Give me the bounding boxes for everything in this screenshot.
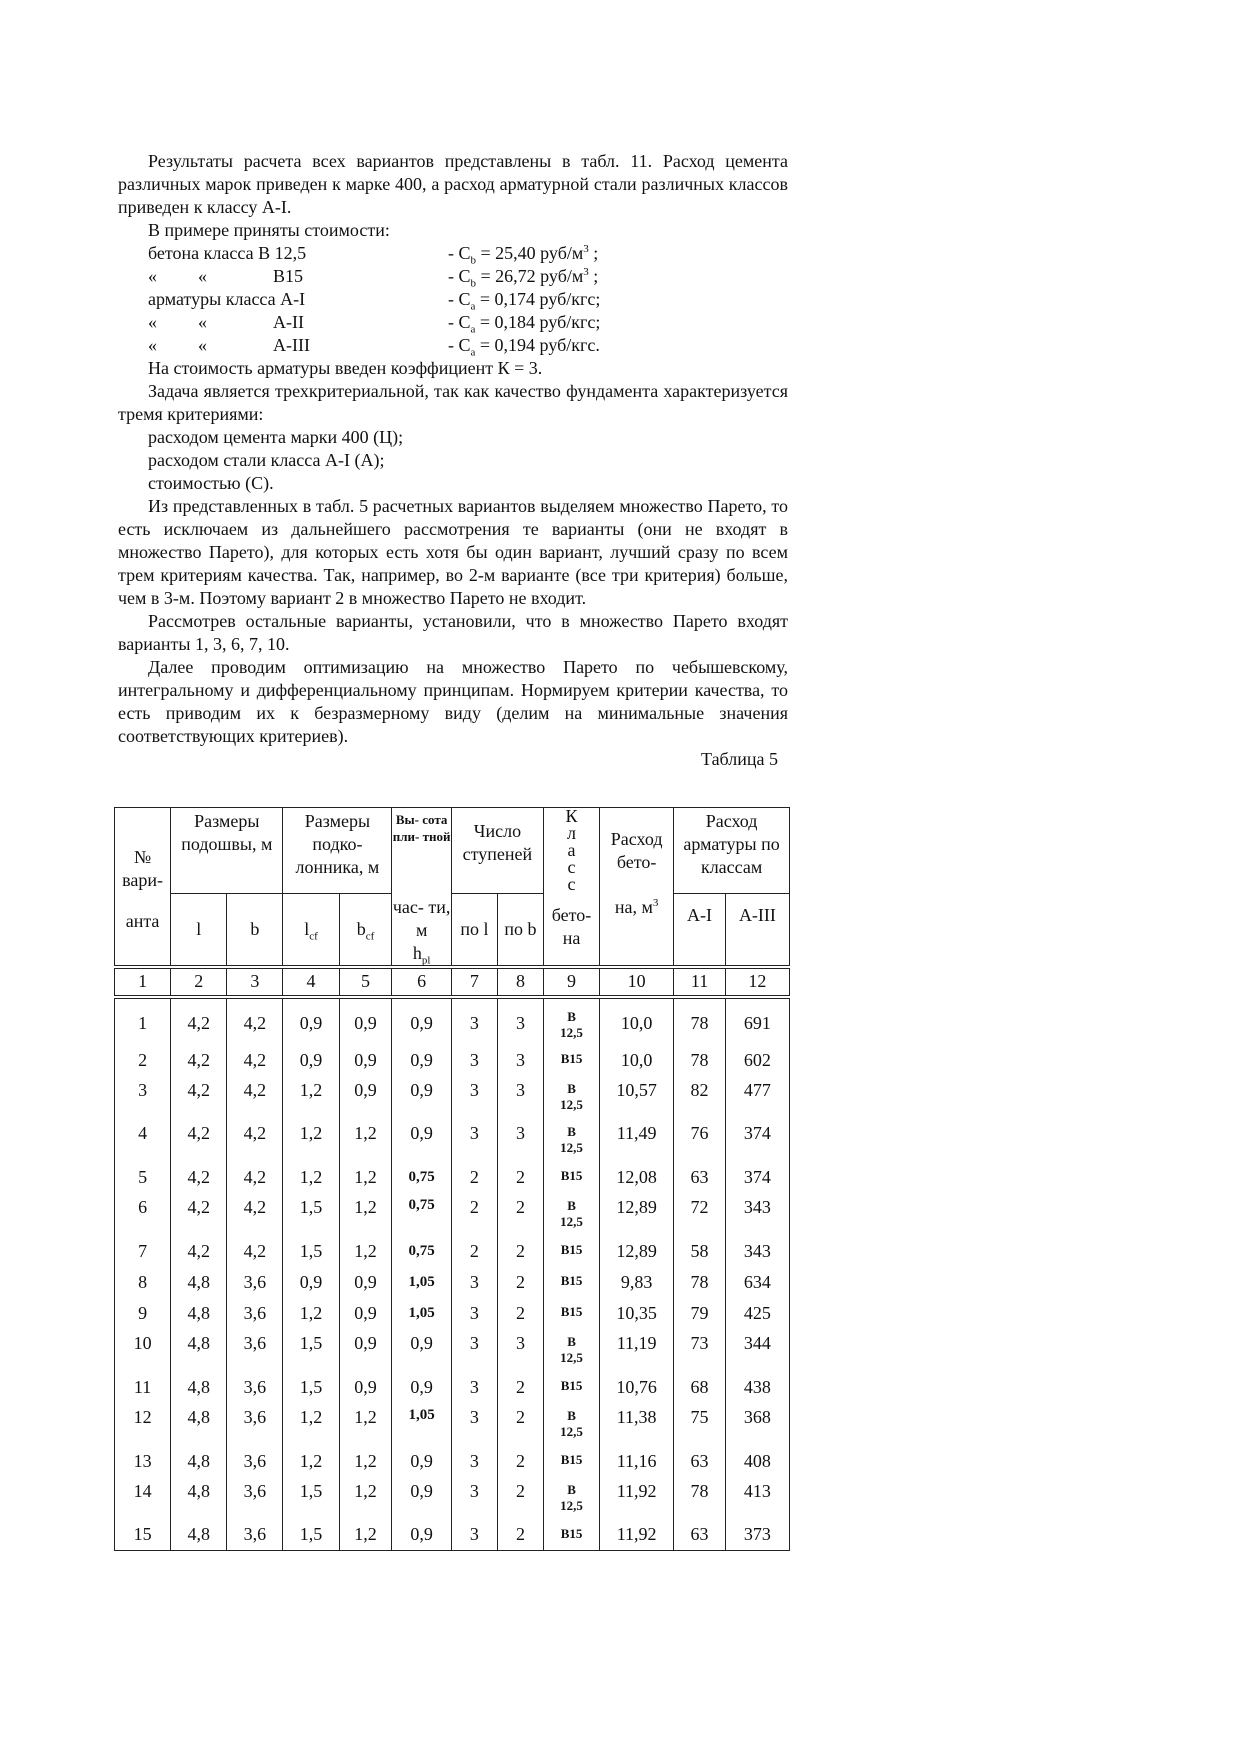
cell-lcf: 1,5 — [283, 1520, 339, 1551]
cost-value: - $C_a = 0,174$ руб/кгс; — [448, 289, 601, 313]
header-b — [227, 894, 283, 967]
cell-lcf: 1,5 — [283, 1193, 339, 1236]
cell-bcf: 1,2 — [339, 1477, 392, 1520]
header-steps-b: по b — [497, 894, 543, 967]
cell-hpl: 1,05 — [392, 1298, 452, 1329]
cell-bcf: 1,2 — [339, 1236, 392, 1267]
cell-sl: 3 — [451, 1267, 497, 1298]
header-bcf-sub: cf — [365, 930, 375, 943]
cell-bcf: 1,2 — [339, 1193, 392, 1236]
header-hpl — [392, 942, 451, 965]
cell-v: 11,92 — [600, 1520, 674, 1551]
cell-bcf: 1,2 — [339, 1403, 392, 1446]
cell-hpl: 1,05 — [392, 1267, 452, 1298]
cell-a3: 438 — [725, 1372, 789, 1403]
cost-ditto: « — [198, 266, 207, 286]
header-bcf — [339, 894, 392, 967]
cell-sl: 2 — [451, 1193, 497, 1236]
cell-b: 3,6 — [227, 1298, 283, 1329]
column-number: 12 — [725, 967, 789, 997]
cell-n: 12 — [115, 1403, 171, 1446]
cell-n: 15 — [115, 1520, 171, 1551]
header-lcf — [283, 894, 339, 967]
cell-cls: В 12,5 — [543, 1119, 599, 1162]
cost-value: - $C_a = 0,194$ руб/кгс. — [448, 335, 600, 359]
cost-value: - $C_a = 0,184$ руб/кгс; — [448, 312, 601, 336]
table-row — [115, 1477, 790, 1520]
cost-class: А-II — [273, 312, 304, 332]
cell-l: 4,2 — [171, 1119, 227, 1162]
header-column-size: Размеры подко- лонника, м — [283, 808, 392, 894]
cell-sl: 3 — [451, 1520, 497, 1551]
cell-cls: В 12,5 — [543, 1477, 599, 1520]
criterion-cement: расходом цемента марки 400 (Ц); — [148, 427, 404, 447]
cell-b: 4,2 — [227, 1236, 283, 1267]
cell-lcf: 1,5 — [283, 1236, 339, 1267]
cell-cls: В15 — [543, 1298, 599, 1329]
cell-cls: В 12,5 — [543, 997, 599, 1045]
column-number: 4 — [283, 967, 339, 997]
cell-sl: 3 — [451, 1372, 497, 1403]
table-row — [115, 1045, 790, 1076]
cell-b: 4,2 — [227, 997, 283, 1045]
column-number: 6 — [392, 967, 452, 997]
cell-cls: В 12,5 — [543, 1193, 599, 1236]
cell-a3: 408 — [725, 1446, 789, 1477]
cell-hpl: 1,05 — [392, 1403, 452, 1446]
header-variant-no-top: № вари- — [122, 846, 164, 890]
cell-cls: В15 — [543, 1045, 599, 1076]
cell-sb: 2 — [497, 1236, 543, 1267]
cell-sb: 3 — [497, 1119, 543, 1162]
cell-a3: 343 — [725, 1236, 789, 1267]
header-steps-l: по l — [451, 894, 497, 967]
cell-l: 4,2 — [171, 1193, 227, 1236]
table-row — [115, 997, 790, 1045]
cell-cls: В15 — [543, 1372, 599, 1403]
cell-cls: В 12,5 — [543, 1329, 599, 1372]
cell-bcf: 1,2 — [339, 1446, 392, 1477]
header-lcf-text: l — [304, 918, 310, 939]
cell-v: 12,89 — [600, 1193, 674, 1236]
header-plate-height-unit: час- ти, м — [392, 896, 451, 940]
cell-b: 4,2 — [227, 1119, 283, 1162]
cell-n: 8 — [115, 1267, 171, 1298]
cell-bcf: 0,9 — [339, 1045, 392, 1076]
cell-sl: 3 — [451, 1446, 497, 1477]
cell-n: 14 — [115, 1477, 171, 1520]
cell-lcf: 1,5 — [283, 1372, 339, 1403]
cell-n: 11 — [115, 1372, 171, 1403]
paragraph-pareto-result: Рассмотрев остальные варианты, установили, что в множество Парето входят варианты 1, 3, 6, 7, 10. — [118, 611, 788, 654]
cell-hpl: 0,9 — [392, 1045, 452, 1076]
cell-cls: В15 — [543, 1520, 599, 1551]
cell-l: 4,8 — [171, 1329, 227, 1372]
column-number: 8 — [497, 967, 543, 997]
table-row — [115, 1193, 790, 1236]
cell-a1: 78 — [674, 1045, 726, 1076]
cell-v: 11,19 — [600, 1329, 674, 1372]
cell-a3: 368 — [725, 1403, 789, 1446]
cell-b: 3,6 — [227, 1329, 283, 1372]
header-a3: А-III — [725, 894, 789, 967]
column-number: 1 — [115, 967, 171, 997]
table-body — [115, 997, 790, 1551]
cell-sl: 2 — [451, 1236, 497, 1267]
cell-lcf: 1,2 — [283, 1076, 339, 1119]
variants-table — [114, 807, 790, 1551]
cell-bcf: 0,9 — [339, 997, 392, 1045]
cell-l: 4,8 — [171, 1403, 227, 1446]
cell-a1: 63 — [674, 1446, 726, 1477]
cost-ditto: « — [198, 312, 207, 332]
cell-lcf: 1,2 — [283, 1162, 339, 1193]
paragraph-coefficient: На стоимость арматуры введен коэффициент К = 3. — [148, 358, 543, 378]
cell-sl: 3 — [451, 1329, 497, 1372]
cell-sl: 3 — [451, 1298, 497, 1329]
cell-v: 12,08 — [600, 1162, 674, 1193]
header-l-text: l — [196, 918, 202, 939]
table-row — [115, 1372, 790, 1403]
cell-l: 4,8 — [171, 1372, 227, 1403]
cell-bcf: 0,9 — [339, 1329, 392, 1372]
cell-a1: 75 — [674, 1403, 726, 1446]
cell-sb: 3 — [497, 1329, 543, 1372]
header-variant-no-bottom: анта — [125, 910, 160, 931]
paragraph-optimization: Далее проводим оптимизацию на множество Парето по чебышевскому, интегральному и дифференциальному принципам. Нормируем критерии качества, то есть приводим их к безразмерному виду (делим на минимальные значения соответствующих критериев). — [118, 657, 788, 746]
cell-sl: 3 — [451, 1119, 497, 1162]
criterion-steel: расходом стали класса А-I (А); — [148, 450, 385, 470]
cell-cls: В 12,5 — [543, 1403, 599, 1446]
cost-line — [118, 288, 788, 311]
cell-l: 4,2 — [171, 997, 227, 1045]
cell-cls: В15 — [543, 1162, 599, 1193]
cell-b: 3,6 — [227, 1403, 283, 1446]
cost-label: бетона класса В 12,5 — [148, 243, 307, 263]
cell-a3: 343 — [725, 1193, 789, 1236]
cost-ditto: « — [198, 335, 207, 355]
cell-b: 4,2 — [227, 1076, 283, 1119]
cell-hpl: 0,9 — [392, 1372, 452, 1403]
cell-hpl: 0,9 — [392, 1119, 452, 1162]
cell-lcf: 0,9 — [283, 1267, 339, 1298]
cell-sl: 3 — [451, 1076, 497, 1119]
cell-a1: 72 — [674, 1193, 726, 1236]
column-number: 3 — [227, 967, 283, 997]
cell-l: 4,8 — [171, 1298, 227, 1329]
cell-n: 2 — [115, 1045, 171, 1076]
cell-l: 4,2 — [171, 1162, 227, 1193]
table-caption: Таблица 5 — [701, 749, 778, 769]
cell-sb: 2 — [497, 1372, 543, 1403]
paragraph-pareto: Из представленных в табл. 5 расчетных вариантов выделяем множество Парето, то есть исключаем из дальнейшего рассмотрения те варианты (они не входят в множество Парето), для которых есть хотя бы один вариант, лучший сразу по всем трем критериям качества. Так, например, во 2-м варианте (все три критерия) больше, чем в 3-м. Поэтому вариант 2 в множество Парето не входит. — [118, 496, 788, 608]
cell-v: 10,0 — [600, 1045, 674, 1076]
cell-hpl: 0,9 — [392, 1520, 452, 1551]
cell-n: 13 — [115, 1446, 171, 1477]
cell-cls: В15 — [543, 1236, 599, 1267]
header-bcf-text: b — [356, 918, 366, 939]
table-row — [115, 1076, 790, 1119]
header-concrete-bottom — [600, 894, 674, 967]
cell-a1: 78 — [674, 997, 726, 1045]
header-plate-height-bottom — [392, 894, 452, 967]
cell-v: 10,76 — [600, 1372, 674, 1403]
cell-b: 3,6 — [227, 1477, 283, 1520]
cell-n: 10 — [115, 1329, 171, 1372]
cell-cls: В15 — [543, 1446, 599, 1477]
table-row — [115, 1329, 790, 1372]
cell-b: 3,6 — [227, 1520, 283, 1551]
cell-l: 4,8 — [171, 1477, 227, 1520]
cell-bcf: 1,2 — [339, 1119, 392, 1162]
header-reinforcement: Расход арматуры по классам — [674, 808, 790, 894]
cell-lcf: 1,5 — [283, 1329, 339, 1372]
cell-sl: 3 — [451, 1045, 497, 1076]
cell-hpl: 0,9 — [392, 1477, 452, 1520]
cell-bcf: 0,9 — [339, 1076, 392, 1119]
paragraph-criteria: Задача является трехкритериальной, так как качество фундамента характеризуется тремя критериями: — [118, 381, 788, 424]
header-class-top: К л а с с — [543, 808, 599, 894]
cell-bcf: 0,9 — [339, 1372, 392, 1403]
header-steps: Число ступеней — [451, 808, 543, 894]
cell-a1: 73 — [674, 1329, 726, 1372]
cell-sl: 3 — [451, 997, 497, 1045]
cell-a1: 78 — [674, 1267, 726, 1298]
cell-sl: 2 — [451, 1162, 497, 1193]
cell-hpl: 0,9 — [392, 1329, 452, 1372]
column-number: 7 — [451, 967, 497, 997]
cell-a1: 63 — [674, 1162, 726, 1193]
cell-a3: 634 — [725, 1267, 789, 1298]
cell-l: 4,8 — [171, 1520, 227, 1551]
cell-a3: 374 — [725, 1162, 789, 1193]
header-l — [171, 894, 227, 967]
header-concrete-unit: на, м — [614, 896, 653, 917]
cost-line — [118, 242, 788, 265]
header-hpl-symbol: h — [412, 942, 422, 963]
cell-lcf: 1,2 — [283, 1119, 339, 1162]
cell-v: 10,35 — [600, 1298, 674, 1329]
cell-sb: 3 — [497, 997, 543, 1045]
cell-v: 9,83 — [600, 1267, 674, 1298]
cost-list — [118, 242, 788, 357]
table-row — [115, 1298, 790, 1329]
cell-v: 10,0 — [600, 997, 674, 1045]
cell-hpl: 0,75 — [392, 1236, 452, 1267]
cell-lcf: 0,9 — [283, 997, 339, 1045]
cell-hpl: 0,9 — [392, 1076, 452, 1119]
cost-value: - $C_b = 25,40$ руб/$м^3$ ; — [448, 243, 599, 267]
column-number: 10 — [600, 967, 674, 997]
table-row — [115, 1162, 790, 1193]
table-row — [115, 1236, 790, 1267]
cell-a3: 374 — [725, 1119, 789, 1162]
header-variant-no — [115, 808, 171, 967]
cell-l: 4,8 — [171, 1267, 227, 1298]
table-row — [115, 1119, 790, 1162]
cell-bcf: 1,2 — [339, 1162, 392, 1193]
cell-lcf: 1,2 — [283, 1298, 339, 1329]
header-class-bottom: бето- на — [543, 894, 599, 967]
table-row — [115, 1520, 790, 1551]
cell-v: 11,38 — [600, 1403, 674, 1446]
cell-b: 4,2 — [227, 1193, 283, 1236]
cell-bcf: 0,9 — [339, 1267, 392, 1298]
cell-sb: 2 — [497, 1267, 543, 1298]
cell-a3: 425 — [725, 1298, 789, 1329]
cell-b: 3,6 — [227, 1267, 283, 1298]
cell-l: 4,2 — [171, 1045, 227, 1076]
header-hpl-sub: pl — [421, 954, 431, 967]
column-number: 5 — [339, 967, 392, 997]
cost-label: арматуры класса А-I — [148, 289, 306, 309]
header-concrete-top: Расход бето- — [600, 808, 674, 894]
cell-sb: 2 — [497, 1477, 543, 1520]
cell-n: 5 — [115, 1162, 171, 1193]
cell-a3: 602 — [725, 1045, 789, 1076]
cell-lcf: 0,9 — [283, 1045, 339, 1076]
cell-a1: 58 — [674, 1236, 726, 1267]
cell-b: 4,2 — [227, 1045, 283, 1076]
cell-a3: 413 — [725, 1477, 789, 1520]
cost-value: - $C_b = 26,72$ руб/$м^3$ ; — [448, 266, 599, 290]
cell-hpl: 0,75 — [392, 1193, 452, 1236]
cell-sb: 3 — [497, 1045, 543, 1076]
cell-a3: 373 — [725, 1520, 789, 1551]
cell-a1: 68 — [674, 1372, 726, 1403]
cell-sb: 3 — [497, 1076, 543, 1119]
cell-sb: 2 — [497, 1403, 543, 1446]
cell-bcf: 1,2 — [339, 1520, 392, 1551]
column-number: 11 — [674, 967, 726, 997]
cell-a1: 76 — [674, 1119, 726, 1162]
paragraph-results: Результаты расчета всех вариантов представлены в табл. 11. Расход цемента различных марок приведен к марке 400, а расход арматурной стали различных классов приведен к классу А-I. — [118, 151, 788, 217]
cell-hpl: 0,9 — [392, 997, 452, 1045]
cost-class: А-III — [273, 335, 310, 355]
header-a1: А-I — [674, 894, 726, 967]
cell-a1: 82 — [674, 1076, 726, 1119]
cell-bcf: 0,9 — [339, 1298, 392, 1329]
cell-l: 4,8 — [171, 1446, 227, 1477]
cell-n: 7 — [115, 1236, 171, 1267]
cost-line — [118, 334, 788, 357]
cost-label: « — [148, 312, 157, 332]
cost-line — [118, 311, 788, 334]
cell-v: 11,16 — [600, 1446, 674, 1477]
cell-sb: 2 — [497, 1298, 543, 1329]
cell-sb: 2 — [497, 1446, 543, 1477]
cell-sb: 2 — [497, 1520, 543, 1551]
cell-a1: 79 — [674, 1298, 726, 1329]
table-row — [115, 1446, 790, 1477]
cell-n: 9 — [115, 1298, 171, 1329]
header-concrete-sup: 3 — [652, 896, 659, 909]
cell-v: 11,49 — [600, 1119, 674, 1162]
cell-n: 6 — [115, 1193, 171, 1236]
cell-a3: 691 — [725, 997, 789, 1045]
header-lcf-sub: cf — [309, 930, 318, 943]
cell-lcf: 1,2 — [283, 1403, 339, 1446]
cost-label: « — [148, 335, 157, 355]
cell-cls: В15 — [543, 1267, 599, 1298]
cell-b: 3,6 — [227, 1446, 283, 1477]
cell-n: 1 — [115, 997, 171, 1045]
cell-a1: 63 — [674, 1520, 726, 1551]
column-numbers-row — [115, 967, 790, 997]
cell-v: 10,57 — [600, 1076, 674, 1119]
header-b-text: b — [250, 918, 260, 939]
cell-a3: 477 — [725, 1076, 789, 1119]
cell-sl: 3 — [451, 1477, 497, 1520]
paragraph-costs-intro: В примере приняты стоимости: — [148, 220, 390, 240]
cell-lcf: 1,2 — [283, 1446, 339, 1477]
column-number: 2 — [171, 967, 227, 997]
cell-sb: 2 — [497, 1162, 543, 1193]
cell-cls: В 12,5 — [543, 1076, 599, 1119]
cell-sb: 2 — [497, 1193, 543, 1236]
cell-v: 11,92 — [600, 1477, 674, 1520]
cell-b: 3,6 — [227, 1372, 283, 1403]
cell-a3: 344 — [725, 1329, 789, 1372]
cell-v: 12,89 — [600, 1236, 674, 1267]
cell-l: 4,2 — [171, 1236, 227, 1267]
cell-sl: 3 — [451, 1403, 497, 1446]
cell-b: 4,2 — [227, 1162, 283, 1193]
cell-n: 4 — [115, 1119, 171, 1162]
cell-hpl: 0,9 — [392, 1446, 452, 1477]
cost-label: « — [148, 266, 157, 286]
cost-line — [118, 265, 788, 288]
cell-hpl: 0,75 — [392, 1162, 452, 1193]
cell-a1: 78 — [674, 1477, 726, 1520]
table-row — [115, 1403, 790, 1446]
criterion-cost: стоимостью (С). — [148, 473, 274, 493]
cost-class: В15 — [273, 266, 304, 286]
cell-n: 3 — [115, 1076, 171, 1119]
header-plate-height-top: Вы- сота пли- тной — [392, 808, 452, 894]
table-row — [115, 1267, 790, 1298]
header-sole-size: Размеры подошвы, м — [171, 808, 283, 894]
document-body — [118, 150, 788, 771]
cell-lcf: 1,5 — [283, 1477, 339, 1520]
column-number: 9 — [543, 967, 599, 997]
cell-l: 4,2 — [171, 1076, 227, 1119]
